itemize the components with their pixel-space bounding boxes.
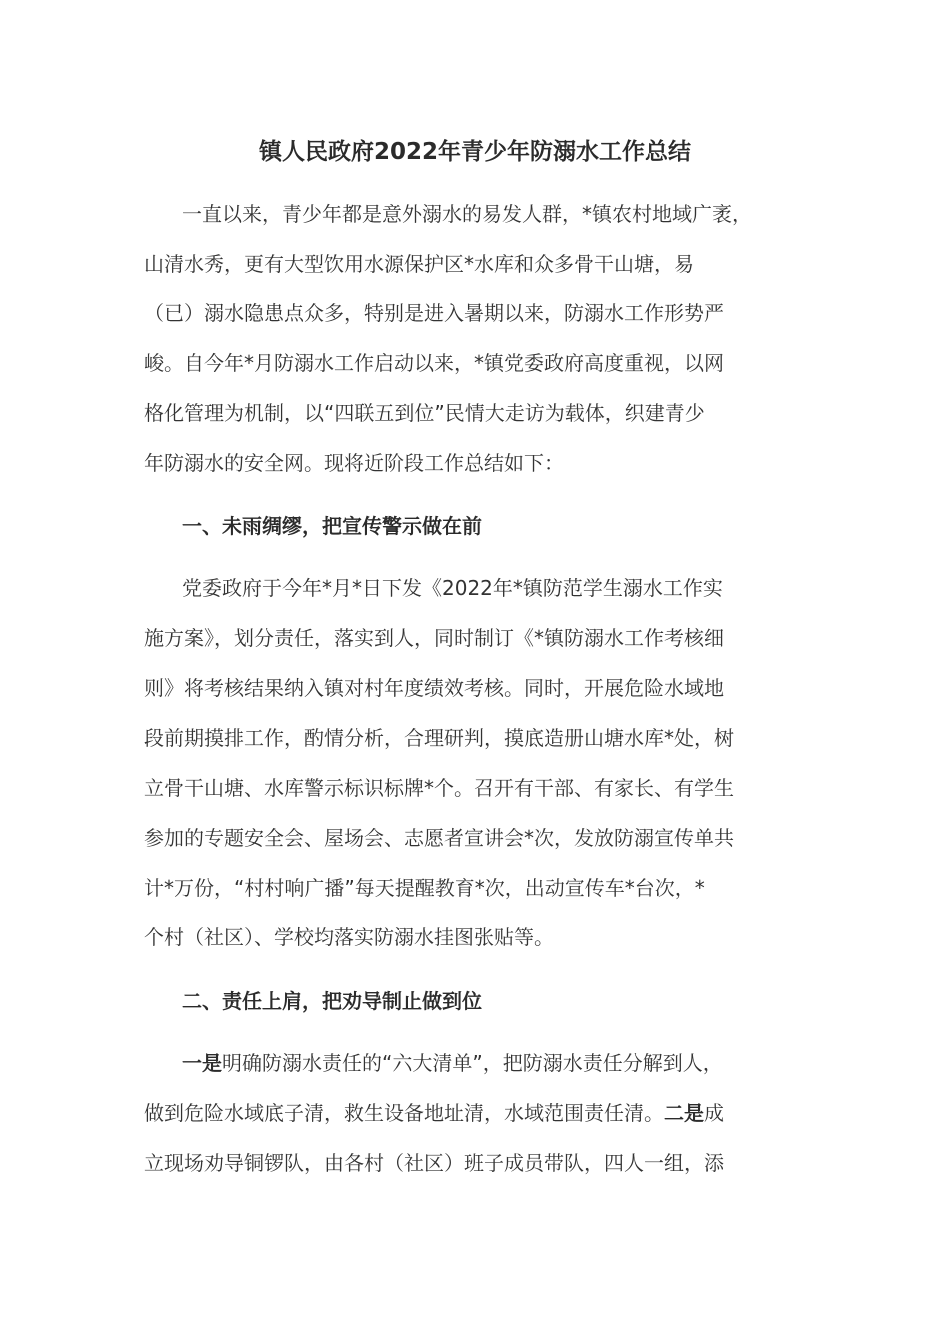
body-text: 明确防溺水责任的“六大清单”，把防溺水责任分解到人，	[222, 1051, 723, 1075]
paragraph-line: 党委政府于今年*月*日下发《2022年*镇防范学生溺水工作实	[182, 576, 723, 600]
emphasis-text: 一是	[182, 1051, 222, 1075]
emphasis-text: 二是	[664, 1101, 704, 1125]
body-text: 成	[704, 1101, 724, 1125]
paragraph-line: 段前期摸排工作，酌情分析，合理研判，摸底造册山塘水库*处，树	[144, 726, 734, 750]
paragraph-line: 个村（社区）、学校均落实防溺水挂图张贴等。	[144, 925, 554, 949]
section-heading: 一、未雨绸缪，把宣传警示做在前	[182, 514, 482, 538]
paragraph-line: 计*万份，“村村响广播”每天提醒教育*次，出动宣传车*台次，*	[144, 876, 705, 900]
section-heading: 二、责任上肩，把劝导制止做到位	[182, 989, 482, 1013]
intro-line: 年防溺水的安全网。现将近阶段工作总结如下：	[144, 451, 564, 475]
paragraph-line: 参加的专题安全会、屋场会、志愿者宣讲会*次，发放防溺宣传单共	[144, 826, 734, 850]
paragraph-line: 立现场劝导铜锣队，由各村（社区）班子成员带队，四人一组，添	[144, 1151, 724, 1175]
paragraph-line	[144, 1098, 824, 1128]
intro-line: 一直以来，青少年都是意外溺水的易发人群，*镇农村地域广袤，	[182, 202, 752, 226]
paragraph-line: 立骨干山塘、水库警示标识标牌*个。召开有干部、有家长、有学生	[144, 776, 734, 800]
paragraph-line: 则》将考核结果纳入镇对村年度绩效考核。同时，开展危险水域地	[144, 676, 724, 700]
paragraph-line: 施方案》，划分责任，落实到人，同时制订《*镇防溺水工作考核细	[144, 626, 724, 650]
intro-line: 峻。自今年*月防溺水工作启动以来，*镇党委政府高度重视，以网	[144, 351, 724, 375]
document-title: 镇人民政府2022年青少年防溺水工作总结	[258, 139, 691, 165]
body-text: 做到危险水域底子清，救生设备地址清，水域范围责任清。	[144, 1101, 664, 1125]
paragraph-line	[182, 1048, 862, 1078]
intro-line: 格化管理为机制，以“四联五到位”民情大走访为载体，织建青少	[144, 401, 705, 425]
intro-line: （已）溺水隐患点众多，特别是进入暑期以来，防溺水工作形势严	[144, 301, 724, 325]
intro-line: 山清水秀，更有大型饮用水源保护区*水库和众多骨干山塘，易	[144, 252, 694, 276]
